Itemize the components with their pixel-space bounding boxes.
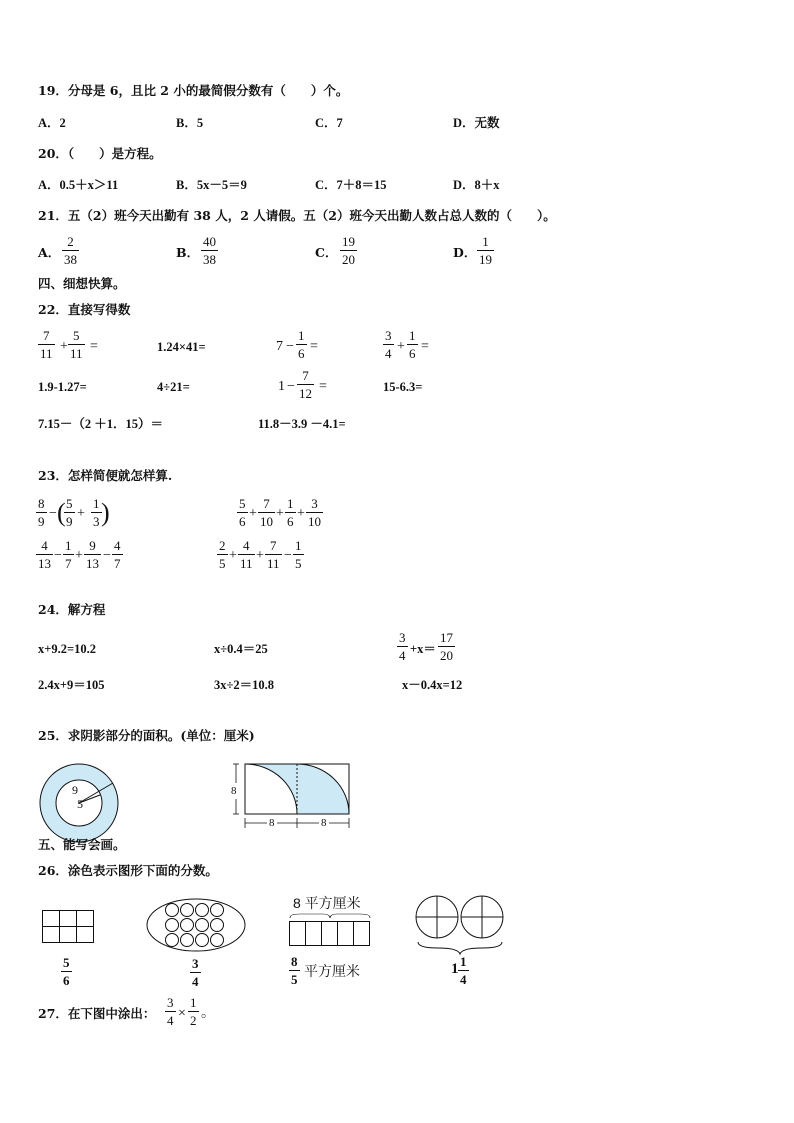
q23-frac-4-7: 4 7 [114, 538, 121, 571]
q22-item-4-div-21[interactable]: 4÷21= [157, 380, 190, 394]
q23-stem: 23．怎样简便就怎样算. [38, 468, 173, 483]
q26-two-circles-figure [414, 894, 508, 956]
close-paren: ) [101, 498, 110, 527]
small-circle [196, 919, 209, 932]
minus-sign: − [103, 548, 111, 563]
q27-frac-3-4: 3 4 [167, 995, 174, 1028]
plus-sign: + [297, 506, 305, 521]
q19-option-c[interactable]: C．7 [315, 116, 343, 130]
q23-frac-8-9: 8 9 [38, 496, 45, 529]
q25-rect-width-label-2: 8 [321, 817, 327, 829]
q22-seven: 7 [276, 339, 283, 354]
minus-sign: − [284, 548, 292, 563]
q19-option-a[interactable]: A．2 [38, 116, 66, 130]
q19-stem: 19．分母是 6，且比 2 小的最简假分数有（ ）个。 [38, 83, 349, 98]
q25-ring-label-outer: 5 [77, 797, 83, 811]
q23-frac-5-6: 5 6 [239, 496, 246, 529]
small-circle [181, 919, 194, 932]
plus-sign: + [276, 506, 284, 521]
q26-oval-figure [146, 898, 248, 954]
q23-frac-4-11: 4 11 [240, 538, 253, 571]
q25-rect-height-label: 8 [231, 785, 237, 797]
plus-sign: + [60, 339, 68, 354]
q21-option-a-fraction[interactable] [62, 234, 79, 267]
q24-stem: 24．解方程 [38, 602, 106, 617]
denominator: 38 [64, 252, 77, 267]
q26-fig3-fraction: 8 5 [291, 954, 298, 987]
q23-frac-5-9: 5 9 [66, 496, 73, 529]
q26-fig4-whole: 1 [451, 961, 459, 977]
q23-frac-7-11: 7 11 [267, 538, 280, 571]
q26-fig3-unit: 平方厘米 [304, 963, 360, 979]
section-4-heading: 四、细想快算。 [38, 276, 126, 291]
plus-sign: + [75, 548, 83, 563]
q22-item-1-9-1-27[interactable]: 1.9-1.27= [38, 380, 87, 394]
q23-frac-4-13: 4 13 [38, 538, 51, 571]
q23-frac-2-5: 2 5 [219, 538, 226, 571]
q22-frac-7-11: 7 11 [40, 328, 53, 361]
q25-ring-label-inner: 9 [72, 783, 78, 797]
q23-frac-1-6: 1 6 [287, 496, 294, 529]
small-circle [196, 934, 209, 947]
numerator: 40 [203, 234, 216, 249]
numerator: 1 [482, 234, 489, 249]
small-circle [166, 934, 179, 947]
denominator: 19 [479, 252, 492, 267]
q22-one: 1 [278, 379, 285, 394]
q22-item-1-24x41[interactable]: 1.24×41= [157, 340, 206, 354]
q21-option-d-letter[interactable]: D． [453, 245, 477, 260]
q26-fig4-fraction: 1 4 [460, 954, 467, 987]
q21-option-c-letter[interactable]: C． [315, 245, 338, 260]
q20-option-c[interactable]: C．7＋8＝15 [315, 178, 387, 192]
q27-frac-1-2: 1 2 [190, 995, 197, 1028]
q24-equation-2[interactable]: x÷0.4＝25 [214, 642, 268, 656]
q22-item-7-15[interactable]: 7.15－（2 ＋1．15）＝ [38, 417, 164, 431]
section-5-heading: 五、能写会画。 [38, 837, 126, 852]
numerator: 19 [342, 234, 355, 249]
q27-period: 。 [201, 1006, 215, 1021]
q23-frac-1-7: 1 7 [65, 538, 72, 571]
equals-sign: = [421, 339, 429, 354]
q25-stem: 25．求阴影部分的面积。(单位：厘米) [38, 728, 255, 743]
small-circle [211, 934, 224, 947]
q24-equation-4[interactable]: 2.4x+9＝105 [38, 678, 105, 692]
plus-sign: + [77, 506, 85, 521]
q22-frac-5-11: 5 11 [70, 328, 83, 361]
q24-frac-3-4: 3 4 [399, 630, 406, 663]
small-circle [211, 904, 224, 917]
q21-option-a-letter[interactable]: A． [38, 245, 61, 260]
times-sign: × [178, 1006, 186, 1021]
q26-fig3-top-label: 8 平方厘米 [293, 895, 361, 911]
q26-fig1-fraction: 5 6 [63, 955, 70, 988]
q26-fig2-fraction: 3 4 [192, 956, 199, 989]
plus-sign: + [256, 548, 264, 563]
q23-frac-3-10: 3 10 [308, 496, 321, 529]
minus-sign: − [287, 379, 295, 394]
q23-frac-9-13: 9 13 [86, 538, 99, 571]
q26-grid-figure [42, 910, 96, 946]
q20-option-b[interactable]: B．5x－5＝9 [176, 178, 247, 192]
q22-frac-1-6: 1 6 [298, 328, 305, 361]
q24-equation-1[interactable]: x+9.2=10.2 [38, 642, 96, 656]
denominator: 20 [342, 252, 355, 267]
q23-frac-7-10: 7 10 [260, 496, 273, 529]
q22-frac-1-6b: 1 6 [409, 328, 416, 361]
q26-stem: 26．涂色表示图形下面的分数。 [38, 863, 218, 878]
numerator: 2 [67, 234, 74, 249]
minus-sign: − [49, 506, 57, 521]
q22-stem: 22．直接写得数 [38, 302, 131, 317]
q21-option-c-fraction[interactable] [340, 234, 357, 267]
q24-equation-3[interactable]: +x＝ [410, 642, 436, 656]
open-paren: ( [57, 498, 66, 527]
plus-sign: + [249, 506, 257, 521]
q20-option-a[interactable]: A．0.5＋x＞11 [38, 178, 119, 192]
q20-option-d[interactable]: D．8＋x [453, 178, 500, 192]
equals-sign: = [310, 339, 318, 354]
q25-rect-width-label-1: 8 [269, 817, 275, 829]
q22-frac-7-12: 7 12 [299, 368, 312, 401]
minus-sign: − [286, 339, 294, 354]
equals-sign: = [90, 339, 98, 354]
q20-stem: 20．（ ）是方程。 [38, 146, 162, 161]
denominator: 38 [203, 252, 216, 267]
plus-sign: + [397, 339, 405, 354]
q23-frac-1-3: 1 3 [93, 496, 100, 529]
q19-option-b[interactable]: B．5 [176, 116, 204, 130]
q19-option-d[interactable]: D．无数 [453, 116, 500, 130]
small-circle [166, 904, 179, 917]
q22-item-15-6-3[interactable]: 15-6.3= [383, 380, 423, 394]
q21-stem: 21．五（2）班今天出勤有 38 人，2 人请假。五（2）班今天出勤人数占总人数的（ ）。 [38, 208, 556, 223]
q21-option-b-fraction[interactable] [201, 234, 218, 267]
q22-item-11-8[interactable]: 11.8－3.9 －4.1= [258, 417, 346, 431]
q24-frac-17-20: 17 20 [440, 630, 453, 663]
q24-equation-5[interactable]: 3x÷2＝10.8 [214, 678, 274, 692]
small-circle [166, 919, 179, 932]
plus-sign: + [229, 548, 237, 563]
q21-option-d-fraction[interactable] [477, 234, 494, 267]
q24-equation-6[interactable]: x－0.4x=12 [402, 678, 463, 692]
q27-stem: 27．在下图中涂出： [38, 1006, 156, 1021]
small-circle [211, 919, 224, 932]
small-circle [196, 904, 209, 917]
q22-frac-3-4: 3 4 [385, 328, 392, 361]
q23-frac-1-5: 1 5 [295, 538, 302, 571]
equals-sign: = [319, 379, 327, 394]
small-circle [181, 934, 194, 947]
q25-rect-figure [230, 760, 355, 830]
minus-sign: − [54, 548, 62, 563]
small-circle [181, 904, 194, 917]
q21-option-b-letter[interactable]: B． [176, 245, 200, 260]
q26-strip-figure [288, 916, 372, 952]
